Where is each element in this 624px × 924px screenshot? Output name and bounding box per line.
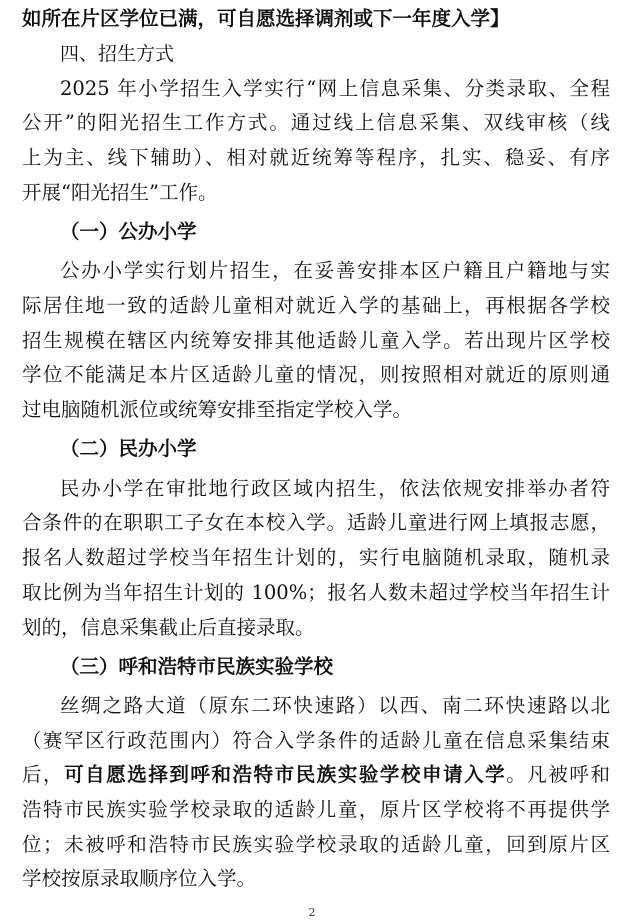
text-line: 2025 年小学招生入学实行“网上信息采集、分类录取、全程: [60, 77, 610, 100]
text-line: 如所在片区学位已满，可自愿选择调剂或下一年度入学】: [22, 7, 510, 30]
text-line: [22, 762, 610, 790]
text-line: 上为主、线下辅助）、相对就近统筹等程序，扎实、稳妥、有序: [22, 146, 610, 169]
text-line: （赛罕区行政范围内）符合入学条件的适龄儿童在信息采集结束: [22, 729, 610, 752]
text-line: 学校按原录取顺序位入学。: [22, 867, 257, 890]
text-line: 报名人数超过学校当年招生计划的，实行电脑随机录取，随机录: [22, 546, 610, 569]
text-line: 浩特市民族实验学校录取的适龄儿童，原片区学校将不再提供学: [22, 798, 610, 821]
text-line: 丝绸之路大道（原东二环快速路）以西、南二环快速路以北: [60, 694, 610, 717]
text-line: 位；未被呼和浩特市民族实验学校录取的适龄儿童，回到原片区: [22, 833, 610, 856]
text-line: 划的，信息采集截止后直接录取。: [22, 616, 315, 639]
text-segment: 。凡被呼和: [506, 763, 610, 786]
emphasis-text: 可自愿选择到呼和浩特市民族实验学校申请入学: [64, 763, 507, 786]
text-line: 公开”的阳光招生工作方式。通过线上信息采集、双线审核（线: [22, 111, 610, 134]
subsection-heading: （三）呼和浩特市民族实验学校: [60, 655, 334, 678]
subsection-heading: （一）公办小学: [60, 220, 197, 243]
text-line: 际居住地一致的适龄儿童相对就近入学的基础上，再根据各学校: [22, 294, 610, 317]
text-line: 取比例为当年招生计划的 100%；报名人数未超过学校当年招生计: [22, 581, 610, 604]
subsection-heading: （二）民办小学: [60, 437, 197, 460]
text-line: 开展“阳光招生”工作。: [22, 181, 218, 204]
text-line: 学位不能满足本片区适龄儿童的情况，则按照相对就近的原则通: [22, 363, 610, 386]
page-number: 2: [308, 906, 316, 919]
text-line: 招生规模在辖区内统筹安排其他适龄儿童入学。若出现片区学校: [22, 329, 610, 352]
text-line: 合条件的在职职工子女在本校入学。适龄儿童进行网上填报志愿，: [22, 511, 610, 534]
text-segment: 后，: [22, 763, 65, 786]
text-line: 民办小学在审批地行政区域内招生，依法依规安排举办者符: [60, 477, 610, 500]
text-line: 过电脑随机派位或统筹安排至指定学校入学。: [22, 398, 413, 421]
section-heading: 四、招生方式: [60, 43, 175, 65]
text-line: 公办小学实行划片招生，在妥善安排本区户籍且户籍地与实: [60, 259, 610, 282]
